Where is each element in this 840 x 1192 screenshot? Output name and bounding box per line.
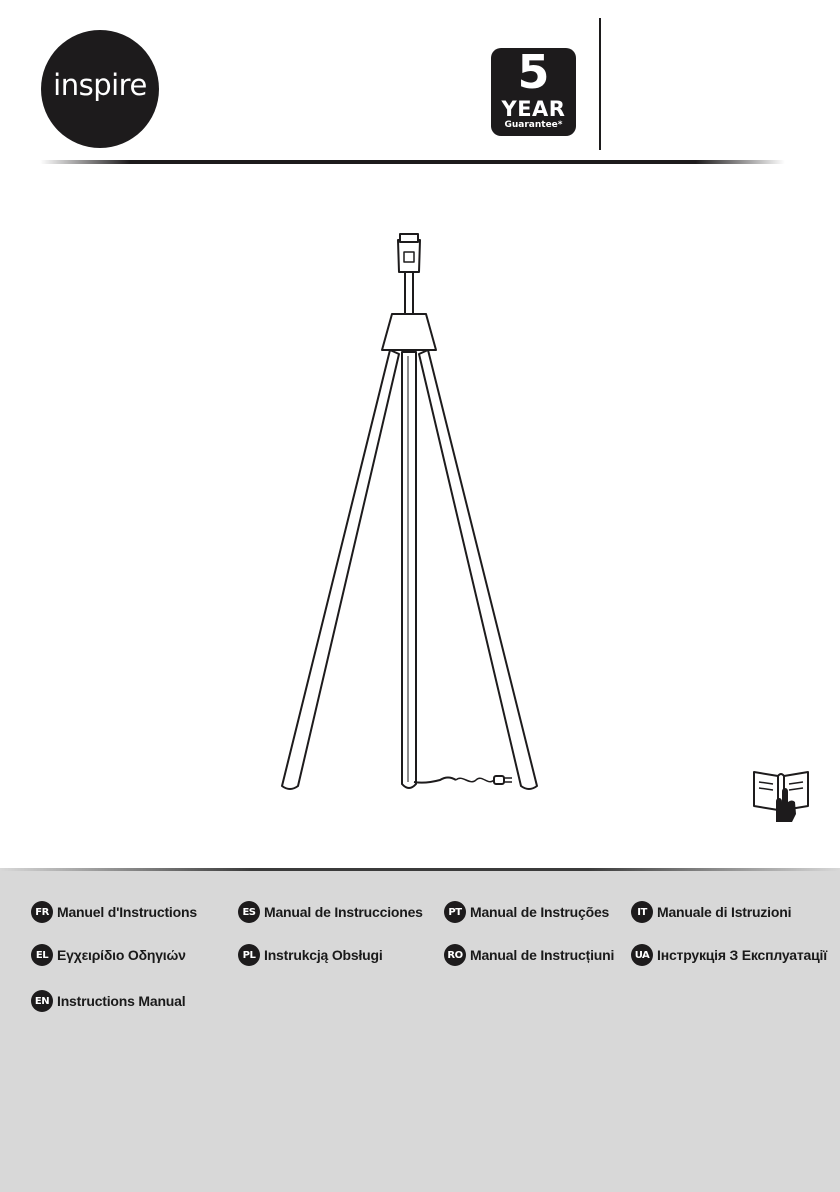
lamp-leg-center [402, 352, 416, 788]
language-item-es [238, 901, 423, 923]
logo-text: inspire [53, 68, 147, 102]
language-label: Instructions Manual [57, 993, 186, 1009]
lamp-leg-left [282, 350, 399, 789]
language-code-badge: PT [444, 901, 466, 923]
language-label: Instrukcją Obsługi [264, 947, 383, 963]
language-label: Manuel d'Instructions [57, 904, 197, 920]
language-label: Manual de Instrucțiuni [470, 947, 615, 963]
language-label: Manual de Instrucciones [264, 904, 423, 920]
language-item-fr [31, 901, 197, 923]
language-label: Інструкція З Експлуатації [657, 947, 827, 963]
language-label: Εγχειρίδιο Οδηγιών [57, 947, 186, 963]
language-code-badge: PL [238, 944, 260, 966]
language-label: Manual de Instruções [470, 904, 610, 920]
language-code-badge: IT [631, 901, 653, 923]
guarantee-number: 5 [517, 45, 550, 99]
guarantee-label: Guarantee* [504, 120, 563, 130]
language-footer [0, 868, 840, 1192]
footer-rule [0, 868, 840, 871]
lamp-stem [405, 270, 413, 314]
language-code-badge: ES [238, 901, 260, 923]
language-item-pl [238, 944, 383, 966]
language-code-badge: UA [631, 944, 653, 966]
language-item-el [31, 944, 186, 966]
language-item-ro [444, 944, 614, 966]
read-manual-icon [748, 762, 814, 824]
language-code-badge: RO [444, 944, 466, 966]
language-code-badge: FR [31, 901, 53, 923]
lamp-cord [414, 778, 456, 783]
language-label: Manuale di Istruzioni [657, 904, 792, 920]
lamp-hub [382, 314, 436, 350]
language-item-en [31, 990, 185, 1012]
language-item-it [631, 901, 791, 923]
language-item-ua [631, 944, 827, 966]
language-code-badge: EN [31, 990, 53, 1012]
guarantee-year: YEAR [501, 97, 566, 121]
lamp-leg-right [419, 350, 537, 789]
language-item-pt [444, 901, 609, 923]
lamp-plug [494, 776, 504, 784]
language-code-badge: EL [31, 944, 53, 966]
